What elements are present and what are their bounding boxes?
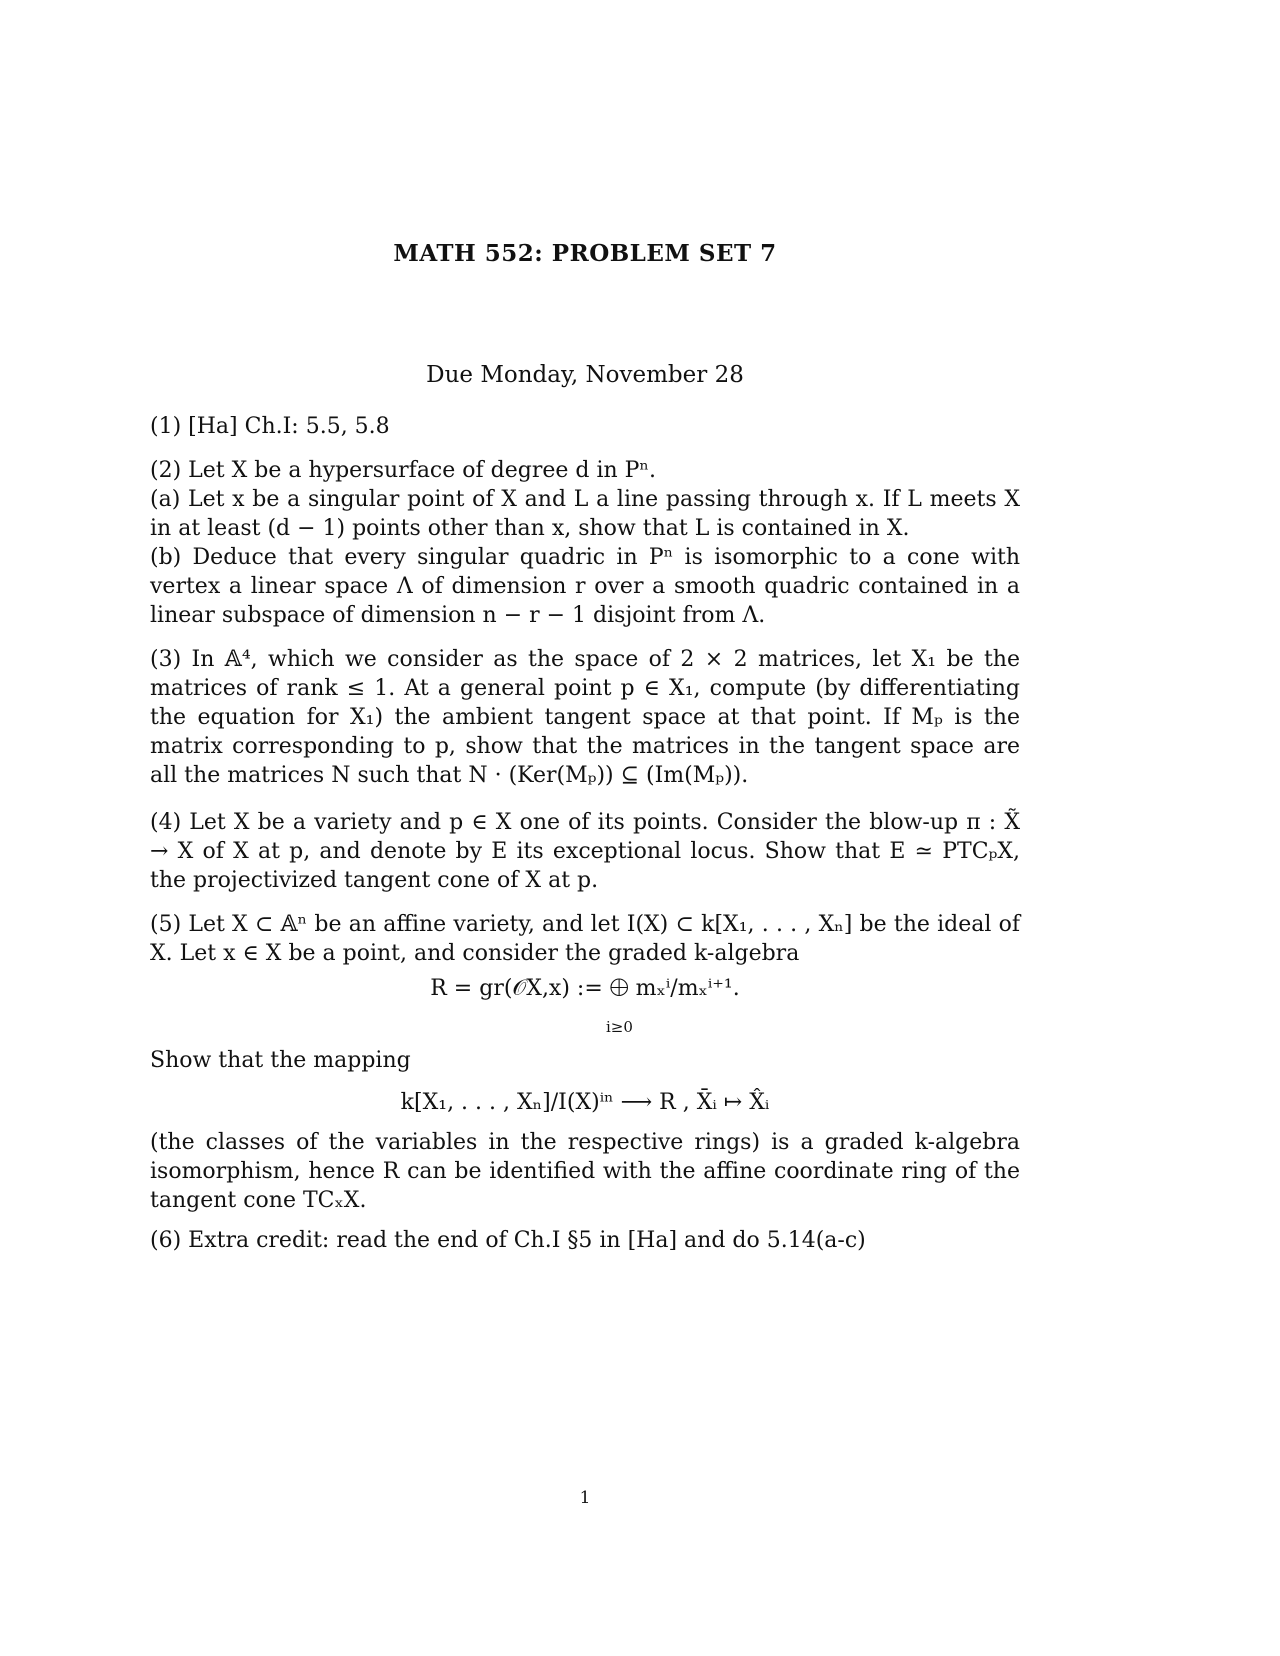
graded-ring-formula: R = gr(𝒪X,x) := ⨁ mₓⁱ/mₓⁱ⁺¹. bbox=[430, 976, 740, 1001]
direct-sum-subscript: i≥0 bbox=[606, 1018, 633, 1036]
problem-1: (1) [Ha] Ch.I: 5.5, 5.8 bbox=[150, 414, 390, 439]
page-title: MATH 552: PROBLEM SET 7 bbox=[393, 240, 777, 267]
problem-5-end: (the classes of the variables in the respective rings) is a graded k-algebra isomorphism, hence R can be identified with the affine coordinate ring of the tangent cone TCₓX. bbox=[150, 1130, 1020, 1213]
problem-2-intro: (2) Let X be a hypersurface of degree d in Pⁿ. bbox=[150, 458, 656, 483]
isomorphism-formula: k[X₁, . . . , Xₙ]/I(X)ⁱⁿ ⟶ R , X̄ᵢ ↦ X̂ᵢ bbox=[400, 1090, 770, 1115]
problem-3: (3) In 𝔸⁴, which we consider as the space of 2 × 2 matrices, let X₁ be the matrices of rank ≤ 1. At a general point p ∈ X₁, compute (by differentiating the equation for X₁) the ambient tangent space at that point. If Mₚ is the matrix corresponding to p, show that the matrices in the tangent space are all the matrices N such that N · (Ker(Mₚ)) ⊆ (Im(Mₚ)). bbox=[150, 647, 1020, 788]
problem-5-intro: (5) Let X ⊂ 𝔸ⁿ be an affine variety, and let I(X) ⊂ k[X₁, . . . , Xₙ] be the ideal of X. Let x ∈ X be a point, and consider the graded k-algebra bbox=[150, 912, 1020, 966]
problem-5-mid: Show that the mapping bbox=[150, 1048, 411, 1073]
page-number: 1 bbox=[579, 1488, 591, 1508]
problem-2 bbox=[150, 456, 1020, 630]
problem-4: (4) Let X be a variety and p ∈ X one of its points. Consider the blow-up π : X̃ → X of X at p, and denote by E its exceptional locus. Show that E ≃ PTCₚX, the projectivized tangent cone of X at p. bbox=[150, 810, 1020, 893]
due-date: Due Monday, November 28 bbox=[426, 362, 744, 388]
problem-6: (6) Extra credit: read the end of Ch.I §5 in [Ha] and do 5.14(a-c) bbox=[150, 1228, 866, 1253]
problem-2a: (a) Let x be a singular point of X and L a line passing through x. If L meets X in at least (d − 1) points other than x, show that L is contained in X. bbox=[150, 487, 1020, 541]
problem-2b: (b) Deduce that every singular quadric in Pⁿ is isomorphic to a cone with vertex a linear space Λ of dimension r over a smooth quadric contained in a linear subspace of dimension n − r − 1 disjoint from Λ. bbox=[150, 545, 1020, 628]
